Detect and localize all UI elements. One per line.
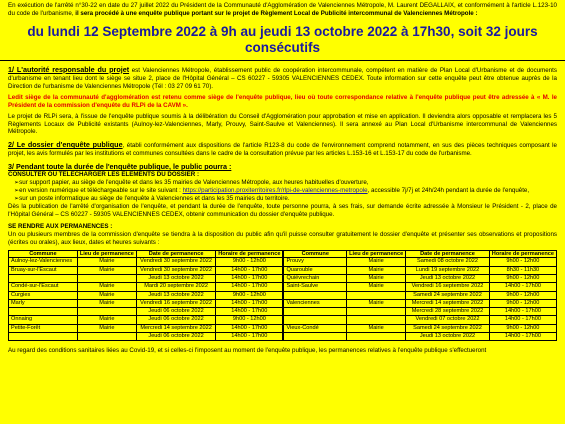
divider xyxy=(0,60,565,61)
cell-commune xyxy=(284,316,347,324)
cell-date: Vendredi 30 septembre 2022 xyxy=(136,266,215,274)
table-row xyxy=(284,266,557,274)
cell-lieu: Mairie xyxy=(77,283,136,291)
section-2-heading: 2/ Le dossier d'enquête publique xyxy=(8,140,123,150)
table-row xyxy=(9,275,283,283)
cell-lieu xyxy=(77,308,136,316)
table-row xyxy=(284,283,557,291)
section-1-heading: 1/ L'autorité responsable du projet xyxy=(8,64,130,74)
cell-date: Vendredi 07 octobre 2022 xyxy=(406,316,490,324)
cell-commune: Petite-Forêt xyxy=(9,324,78,332)
permanences-heading: SE RENDRE AUX PERMANENCES : xyxy=(8,223,113,231)
cell-lieu: Mairie xyxy=(77,299,136,307)
cell-horaire: 14h00 - 17h00 xyxy=(489,316,556,324)
cell-date: Mardi 20 septembre 2022 xyxy=(136,283,215,291)
cell-commune: Condé-sur-l'Escaut xyxy=(9,283,78,291)
bullet-computer: ➢sur un poste informatique au siège de l'enquête à Valenciennes et dans les 35 mairies du territoire. xyxy=(14,195,290,203)
cell-lieu: Mairie xyxy=(347,258,406,266)
date-banner: du lundi 12 Septembre 2022 à 9h au jeudi 13 octobre 2022 à 17h30, soit 32 jours consécutifs xyxy=(27,23,538,55)
permanences-text: Un ou plusieurs membres de la commission d'enquête se tiendra à la disposition du public afin qu'il puisse consulter gratuitement le dossier d'enquête et présenter ses observations et propositions (écrites ou orales), aux lieux, dates et heures suivants : xyxy=(8,231,557,246)
cell-commune: Quarouble xyxy=(284,266,347,274)
cell-horaire: 14h00 - 17h00 xyxy=(489,283,556,291)
cell-commune xyxy=(9,275,78,283)
permanence-table-left xyxy=(8,250,283,341)
cell-horaire: 14h00 - 17h00 xyxy=(216,308,283,316)
cell-horaire: 9h00 - 12h00 xyxy=(216,316,283,324)
section-authority xyxy=(8,65,557,137)
bullet-digital-text: ➢en version numérique et téléchargeable sur le site suivant : xyxy=(14,187,183,195)
seat-paragraph: Ledit siège de la communauté d'agglomération est retenu comme siège de l'enquête publique, lieu où toute correspondance relative à l'enquête publique peut être adressée à « M. le Président de la commission d'enquête du RLPi de la CAVM ». xyxy=(8,93,557,109)
cell-commune xyxy=(9,308,78,316)
cell-lieu: Mairie xyxy=(77,266,136,274)
cell-commune: Curgies xyxy=(9,291,78,299)
cell-date: Samedi 24 septembre 2022 xyxy=(406,291,490,299)
cell-date: Jeudi 06 octobre 2022 xyxy=(136,333,215,341)
cell-commune: Saint-Saulve xyxy=(284,283,347,291)
cell-commune: Marly xyxy=(9,299,78,307)
table-row xyxy=(9,299,283,307)
cell-lieu: Mairie xyxy=(77,258,136,266)
cell-lieu xyxy=(77,333,136,341)
cell-commune: Bruay-sur-l'Escaut xyxy=(9,266,78,274)
col-lieu: Lieu de permanence xyxy=(347,250,406,258)
cell-date: Jeudi 13 octobre 2022 xyxy=(406,275,490,283)
table-row xyxy=(9,316,283,324)
cell-commune: Valenciennes xyxy=(284,299,347,307)
cell-horaire: 14h00 - 17h00 xyxy=(216,283,283,291)
intro-paragraph xyxy=(8,2,557,18)
table-row xyxy=(9,258,283,266)
cell-horaire: 14h00 - 17h00 xyxy=(216,324,283,332)
section-3-heading: 3/ Pendant toute la durée de l'enquête publique, le public pourra : xyxy=(8,162,232,172)
participation-link[interactable]: https://participation.proxiterritoires.fr/rlpi-de-valenciennes-metropole xyxy=(182,187,368,195)
cell-horaire: 9h00 - 12h00 xyxy=(489,324,556,332)
table-row xyxy=(284,299,557,307)
table-row xyxy=(9,324,283,332)
cell-date: Jeudi 13 octobre 2022 xyxy=(136,275,215,283)
permanences-tables xyxy=(8,250,557,341)
cell-date: Vendredi 16 septembre 2022 xyxy=(136,299,215,307)
cell-commune xyxy=(284,291,347,299)
project-paragraph: Le projet de RLPi sera, à l'issue de l'enquête publique soumis à la délibération du Conseil d'Agglomération pour approbation et mise en application. Il deviendra alors opposable et remplacera les 5 Règlements Locaux de Publicité existants (Aulnoy-lez-Valenciennes, Marly, Prouvy, Saint-Saulve et Valenciennes). Il sera annexé au Plan Local d'Urbanisme intercommunal de Valenciennes Métropole. xyxy=(8,112,557,136)
cell-date: Vendredi 16 septembre 2022 xyxy=(406,283,490,291)
bullet-digital xyxy=(8,187,557,195)
cell-lieu: Mairie xyxy=(347,299,406,307)
cell-horaire: 14h00 - 17h00 xyxy=(489,333,556,341)
cell-date: Jeudi 06 octobre 2022 xyxy=(136,316,215,324)
cell-lieu xyxy=(347,291,406,299)
table-row xyxy=(284,258,557,266)
col-horaire: Horaire de permanence xyxy=(489,250,556,258)
table-row xyxy=(284,333,557,341)
cell-commune: Onnaing xyxy=(9,316,78,324)
col-commune: Commune xyxy=(284,250,347,258)
cell-horaire: 9h00 - 12h00 xyxy=(216,291,283,299)
cell-date: Mercredi 28 septembre 2022 xyxy=(406,308,490,316)
cell-commune xyxy=(284,308,347,316)
cell-date: Vendredi 30 septembre 2022 xyxy=(136,258,215,266)
cell-lieu xyxy=(347,316,406,324)
intro-headline: il sera procédé à une enquête publique portant sur le projet de Règlement Local de Publicité intercommunal de Valenciennes Métropole : xyxy=(75,9,478,17)
cell-horaire: 9h00 - 12h00 xyxy=(489,291,556,299)
cell-date: Samedi 08 octobre 2022 xyxy=(406,258,490,266)
permanence-table-right xyxy=(283,250,557,341)
cell-date: Lundi 19 septembre 2022 xyxy=(406,266,490,274)
cell-lieu xyxy=(77,275,136,283)
dossier-request-paragraph: Dès la publication de l'arrêté d'organisation de l'enquête, et pendant la durée de l'enquête, toute personne pourra, à ses frais, sur demande écrite adressée à Monsieur le Président - 2, place de l'Hôpital Général – CS 60227 - 59305 VALENCIENNES CEDEX, obtenir communication du dossier d'enquête publique. xyxy=(8,203,557,219)
cell-lieu: Mairie xyxy=(77,324,136,332)
cell-horaire: 9h00 - 12h00 xyxy=(489,258,556,266)
cell-horaire: 14h00 - 17h00 xyxy=(216,275,283,283)
table-row xyxy=(9,333,283,341)
cell-date: Jeudi 13 octobre 2022 xyxy=(136,291,215,299)
col-horaire: Horaire de permanence xyxy=(216,250,283,258)
cell-lieu xyxy=(347,333,406,341)
table-row xyxy=(9,291,283,299)
bullet-digital-rest: , accessible 7j/7j et 24h/24h pendant la durée de l'enquête, xyxy=(367,187,530,195)
cell-lieu: Mairie xyxy=(347,324,406,332)
cell-horaire: 14h00 - 17h00 xyxy=(216,266,283,274)
cell-horaire: 9h00 - 12h00 xyxy=(216,258,283,266)
table-row xyxy=(284,316,557,324)
table-row xyxy=(9,308,283,316)
cell-commune: Vieux-Condé xyxy=(284,324,347,332)
cell-commune xyxy=(9,333,78,341)
table-row xyxy=(284,291,557,299)
table-row xyxy=(284,308,557,316)
table-row xyxy=(284,275,557,283)
col-lieu: Lieu de permanence xyxy=(77,250,136,258)
cell-lieu: Mairie xyxy=(347,283,406,291)
cell-horaire: 9h00 - 12h00 xyxy=(489,299,556,307)
cell-lieu: Mairie xyxy=(77,316,136,324)
table-row xyxy=(9,266,283,274)
section-public xyxy=(8,162,557,247)
col-date: Date de permanence xyxy=(406,250,490,258)
cell-lieu: Mairie xyxy=(347,266,406,274)
bullet-paper: ➢sur support papier, au siège de l'enquête et dans les 35 mairies de Valenciennes Métropole, aux heures habituelles d'ouverture, xyxy=(14,179,369,187)
consult-subheading: CONSULTER OU TELECHARGER LES ELEMENTS DU DOSSIER : xyxy=(8,171,200,179)
covid-paragraph: Au regard des conditions sanitaires liées au Covid-19, et si celles-ci l'imposent au moment de l'enquête publique, les permanences relatives à l'enquête publique s'effectueront xyxy=(8,347,487,355)
cell-date: Jeudi 13 octobre 2022 xyxy=(406,333,490,341)
cell-date: Samedi 24 septembre 2022 xyxy=(406,324,490,332)
table-row xyxy=(9,283,283,291)
cell-horaire: 8h30 - 11h30 xyxy=(489,266,556,274)
cell-commune: Quiévrechain xyxy=(284,275,347,283)
cell-lieu: Mairie xyxy=(77,291,136,299)
table-row xyxy=(284,324,557,332)
cell-date: Mercredi 14 septembre 2022 xyxy=(136,324,215,332)
cell-commune: Aulnoy-lez-Valenciennes xyxy=(9,258,78,266)
cell-horaire: 14h00 - 17h00 xyxy=(216,299,283,307)
cell-lieu: Mairie xyxy=(347,275,406,283)
cell-date: Mercredi 14 septembre 2022 xyxy=(406,299,490,307)
cell-commune: Prouvy xyxy=(284,258,347,266)
cell-date: Jeudi 06 octobre 2022 xyxy=(136,308,215,316)
col-date: Date de permanence xyxy=(136,250,215,258)
col-commune: Commune xyxy=(9,250,78,258)
intro-text: En exécution de l'arrêté n°30-22 en date du 27 juillet 2022 du Président de la Communauté d'Agglomération de Valenciennes Métropole, M. Laurent DEGALLAIX, et conformément à l'article L.123-10 du code de l'urbanisme, xyxy=(8,2,557,17)
cell-horaire: 14h00 - 17h00 xyxy=(489,308,556,316)
section-dossier xyxy=(8,140,557,158)
section-2-text: , établi conformément aux dispositions de l'article R123-8 du code de l'environnement comprend notamment, en sus des pièces techniques composant le projet, les avis formulés par les institutions et communes consultées dans le cadre de la consultation prévue par les articles L.153-16 et L.153-17 du code de l'urbanisme. xyxy=(8,142,557,158)
cell-horaire: 14h00 - 17h00 xyxy=(216,333,283,341)
cell-commune xyxy=(284,333,347,341)
section-1-text: est Valenciennes Métropole, établissement public de coopération intercommunale, compétent en matière de Plan Local d'Urbanisme et de documents d'urbanisme en tenant lieu dont le siège se situe 2, place de l'Hôpital Général – CS 60227 - 59305 VALENCIENNES CEDEX. Toute information sur cette enquête peut être obtenue auprès de la Direction de l'urbanisme de Valenciennes Métropole (Tél : 03 27 09 61 70). xyxy=(8,66,557,90)
cell-horaire: 9h00 - 12h00 xyxy=(489,275,556,283)
cell-lieu xyxy=(347,308,406,316)
